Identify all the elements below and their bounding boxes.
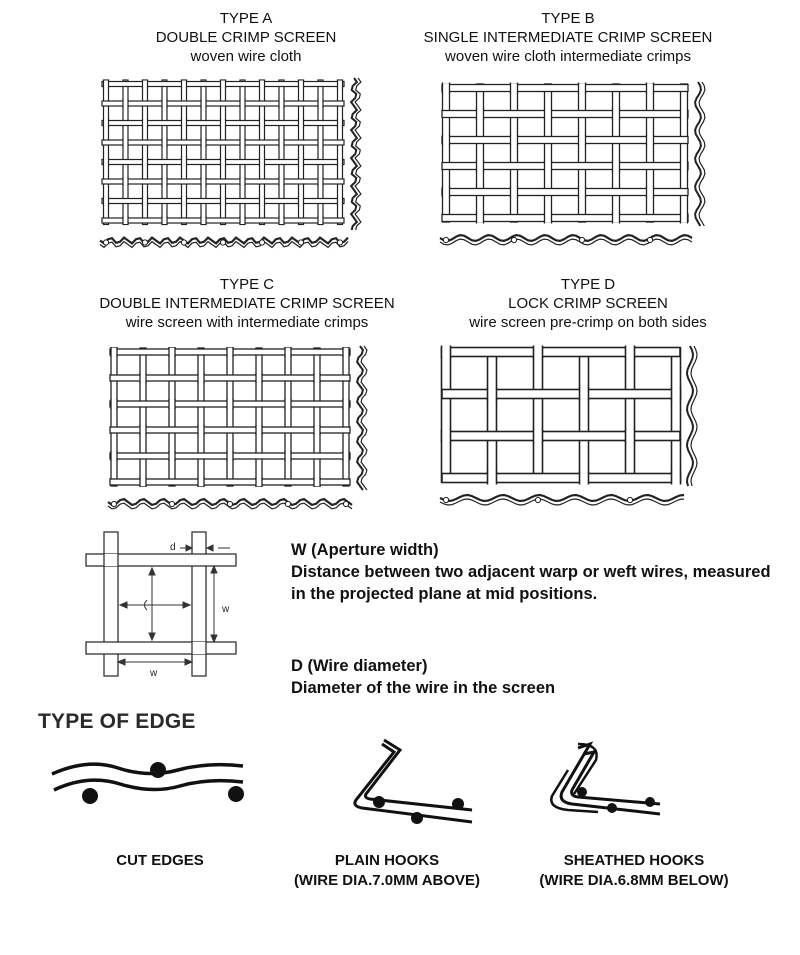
aperture-width-definition — [291, 539, 771, 605]
cut-edges-label: CUT EDGES — [116, 852, 204, 869]
type-c-caption — [62, 275, 432, 332]
type-c-label: TYPE C — [219, 276, 275, 293]
wire-diameter-title: D (Wire diameter) — [291, 657, 428, 675]
bottom-crimp-profile — [440, 495, 684, 505]
type-of-edge-heading: TYPE OF EDGE — [38, 710, 196, 733]
sheathed-hook-illustration — [538, 740, 688, 830]
type-a-mesh-illustration — [100, 78, 390, 250]
type-b-desc: woven wire cloth intermediate crimps — [445, 48, 691, 65]
aperture-dimension-diagram — [80, 530, 250, 680]
type-d-name: LOCK CRIMP SCREEN — [508, 295, 668, 312]
w-label-vertical: w — [222, 604, 230, 615]
mesh-grid — [102, 80, 344, 226]
side-crimp-profile — [687, 346, 697, 486]
bottom-crimp-profile — [440, 235, 692, 245]
side-crimp-profile — [351, 78, 361, 230]
plain-hooks-caption — [272, 851, 502, 891]
type-d-caption — [428, 275, 748, 332]
bottom-crimp-profile — [108, 499, 352, 509]
plain-hooks-label: PLAIN HOOKS — [334, 852, 440, 869]
mesh-grid — [110, 347, 350, 487]
sheathed-hooks-label: SHEATHED HOOKS — [563, 852, 705, 869]
type-a-name: DOUBLE CRIMP SCREEN — [155, 29, 337, 46]
type-b-mesh-illustration — [440, 82, 730, 254]
aperture-width-text: Distance between two adjacent warp or weft wires, measured in the projected plane at mid positions. — [291, 563, 771, 603]
type-b-name: SINGLE INTERMEDIATE CRIMP SCREEN — [423, 29, 713, 46]
type-c-name: DOUBLE INTERMEDIATE CRIMP SCREEN — [99, 295, 395, 312]
cut-edge-illustration — [48, 752, 248, 812]
type-b-caption — [388, 9, 748, 66]
sheathed-hooks-sub: (WIRE DIA.6.8MM BELOW) — [539, 872, 729, 889]
aperture-width-title: W (Aperture width) — [291, 541, 439, 559]
w-label-horizontal: w — [150, 668, 158, 679]
plain-hook-illustration — [322, 738, 482, 830]
d-label: d — [170, 542, 176, 553]
type-b-label: TYPE B — [541, 10, 595, 27]
plain-hooks-sub: (WIRE DIA.7.0MM ABOVE) — [293, 872, 481, 889]
type-d-label: TYPE D — [560, 276, 616, 293]
type-d-desc: wire screen pre-crimp on both sides — [469, 314, 707, 331]
sheathed-hooks-caption — [516, 851, 752, 891]
type-c-desc: wire screen with intermediate crimps — [125, 314, 369, 331]
bottom-crimp-profile — [100, 238, 348, 248]
side-crimp-profile — [695, 82, 705, 226]
weft-wire-bottom — [86, 642, 236, 654]
mesh-grid — [442, 83, 688, 224]
type-a-caption — [96, 9, 396, 66]
type-c-mesh-illustration — [108, 346, 398, 518]
wire-diameter-text: Diameter of the wire in the screen — [291, 679, 556, 697]
side-crimp-profile — [357, 346, 367, 490]
mesh-grid — [442, 346, 681, 485]
type-a-label: TYPE A — [219, 10, 273, 27]
type-d-mesh-illustration — [440, 346, 730, 518]
cut-edges-caption — [70, 851, 250, 871]
type-a-desc: woven wire cloth — [190, 48, 302, 65]
wire-diameter-definition — [291, 655, 771, 699]
